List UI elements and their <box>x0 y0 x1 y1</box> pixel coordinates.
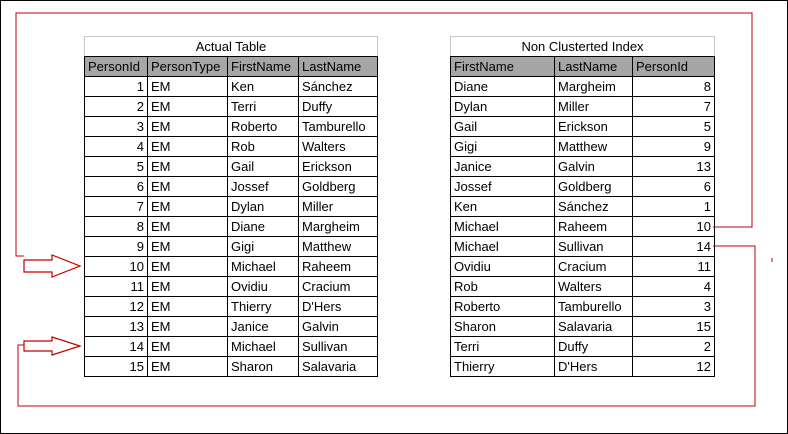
actual-cell: EM <box>148 297 228 317</box>
actual-cell: Ken <box>228 77 299 97</box>
nci-cell: Walters <box>555 277 633 297</box>
actual-cell: 2 <box>85 97 148 117</box>
actual-cell: Salavaria <box>299 357 378 377</box>
actual-header-cell: LastName <box>299 57 378 77</box>
actual-cell: 13 <box>85 317 148 337</box>
actual-cell: EM <box>148 97 228 117</box>
nci-cell: 2 <box>633 337 715 357</box>
nci-cell: Erickson <box>555 117 633 137</box>
nci-cell: Diane <box>451 77 555 97</box>
actual-header-cell: FirstName <box>228 57 299 77</box>
actual-cell: 1 <box>85 77 148 97</box>
nci-cell: Jossef <box>451 177 555 197</box>
actual-cell: Ovidiu <box>228 277 299 297</box>
nci-cell: 4 <box>633 277 715 297</box>
nci-cell: Duffy <box>555 337 633 357</box>
nci-header-cell: LastName <box>555 57 633 77</box>
connector-line-row-10 <box>16 13 752 256</box>
nci-cell: Tamburello <box>555 297 633 317</box>
actual-cell: Dylan <box>228 197 299 217</box>
nci-cell: Sánchez <box>555 197 633 217</box>
actual-cell: Sharon <box>228 357 299 377</box>
actual-cell: EM <box>148 197 228 217</box>
nci-cell: Michael <box>451 237 555 257</box>
actual-cell: Cracium <box>299 277 378 297</box>
actual-cell: Margheim <box>299 217 378 237</box>
nci-cell: Sharon <box>451 317 555 337</box>
nci-cell: Raheem <box>555 217 633 237</box>
actual-cell: Michael <box>228 337 299 357</box>
actual-cell: Sullivan <box>299 337 378 357</box>
nci-cell: Thierry <box>451 357 555 377</box>
nci-cell: 3 <box>633 297 715 317</box>
actual-cell: 4 <box>85 137 148 157</box>
nci-cell: Roberto <box>451 297 555 317</box>
actual-cell: Jossef <box>228 177 299 197</box>
actual-cell: Raheem <box>299 257 378 277</box>
actual-cell: Gigi <box>228 237 299 257</box>
actual-cell: Thierry <box>228 297 299 317</box>
actual-cell: Rob <box>228 137 299 157</box>
nci-cell: 7 <box>633 97 715 117</box>
actual-cell: 7 <box>85 197 148 217</box>
nci-header-cell: FirstName <box>451 57 555 77</box>
nci-cell: Ken <box>451 197 555 217</box>
nci-cell: Janice <box>451 157 555 177</box>
actual-header-cell: PersonType <box>148 57 228 77</box>
nci-cell: 9 <box>633 137 715 157</box>
actual-cell: EM <box>148 257 228 277</box>
actual-cell: Duffy <box>299 97 378 117</box>
actual-cell: 12 <box>85 297 148 317</box>
nci-cell: Michael <box>451 217 555 237</box>
actual-header-cell: PersonId <box>85 57 148 77</box>
actual-cell: EM <box>148 77 228 97</box>
actual-cell: 9 <box>85 237 148 257</box>
actual-cell: Sánchez <box>299 77 378 97</box>
nci-cell: Terri <box>451 337 555 357</box>
actual-cell: EM <box>148 137 228 157</box>
nci-cell: Margheim <box>555 77 633 97</box>
nci-cell: Cracium <box>555 257 633 277</box>
actual-cell: EM <box>148 357 228 377</box>
actual-cell: Roberto <box>228 117 299 137</box>
actual-cell: EM <box>148 277 228 297</box>
connector-line-row-14 <box>18 246 755 406</box>
nci-cell: 12 <box>633 357 715 377</box>
actual-cell: EM <box>148 217 228 237</box>
actual-cell: EM <box>148 237 228 257</box>
nci-cell: Salavaria <box>555 317 633 337</box>
nci-cell: Miller <box>555 97 633 117</box>
actual-cell: Diane <box>228 217 299 237</box>
nci-cell: Galvin <box>555 157 633 177</box>
actual-cell: Terri <box>228 97 299 117</box>
actual-cell: 11 <box>85 277 148 297</box>
nci-cell: Ovidiu <box>451 257 555 277</box>
actual-cell: Janice <box>228 317 299 337</box>
nci-cell: 13 <box>633 157 715 177</box>
actual-cell: EM <box>148 337 228 357</box>
nci-cell: Gail <box>451 117 555 137</box>
nci-cell: 5 <box>633 117 715 137</box>
nci-header-cell: PersonId <box>633 57 715 77</box>
actual-cell: 15 <box>85 357 148 377</box>
nci-cell: Sullivan <box>555 237 633 257</box>
nci-cell: 15 <box>633 317 715 337</box>
actual-cell: Gail <box>228 157 299 177</box>
actual-cell: Walters <box>299 137 378 157</box>
arrow-to-row-10 <box>24 255 80 277</box>
actual-cell: 5 <box>85 157 148 177</box>
actual-cell: EM <box>148 117 228 137</box>
nci-cell: Rob <box>451 277 555 297</box>
nci-cell: Gigi <box>451 137 555 157</box>
index-table-caption: Non Clusterted Index <box>451 37 715 57</box>
actual-cell: 10 <box>85 257 148 277</box>
nci-cell: 1 <box>633 197 715 217</box>
actual-cell: Tamburello <box>299 117 378 137</box>
actual-table-caption: Actual Table <box>85 37 378 57</box>
actual-cell: EM <box>148 317 228 337</box>
nci-cell: Goldberg <box>555 177 633 197</box>
nci-cell: D'Hers <box>555 357 633 377</box>
actual-cell: Matthew <box>299 237 378 257</box>
actual-cell: Miller <box>299 197 378 217</box>
arrow-to-row-14 <box>24 337 80 355</box>
actual-cell: Galvin <box>299 317 378 337</box>
actual-cell: EM <box>148 157 228 177</box>
actual-cell: 14 <box>85 337 148 357</box>
actual-cell: D'Hers <box>299 297 378 317</box>
actual-cell: 3 <box>85 117 148 137</box>
nci-cell: 8 <box>633 77 715 97</box>
actual-cell: EM <box>148 177 228 197</box>
nci-cell: 6 <box>633 177 715 197</box>
nci-cell: 11 <box>633 257 715 277</box>
actual-cell: 6 <box>85 177 148 197</box>
nci-cell: 10 <box>633 217 715 237</box>
actual-cell: Michael <box>228 257 299 277</box>
nci-cell: 14 <box>633 237 715 257</box>
nci-cell: Dylan <box>451 97 555 117</box>
nci-cell: Matthew <box>555 137 633 157</box>
actual-cell: Goldberg <box>299 177 378 197</box>
actual-cell: Erickson <box>299 157 378 177</box>
actual-cell: 8 <box>85 217 148 237</box>
